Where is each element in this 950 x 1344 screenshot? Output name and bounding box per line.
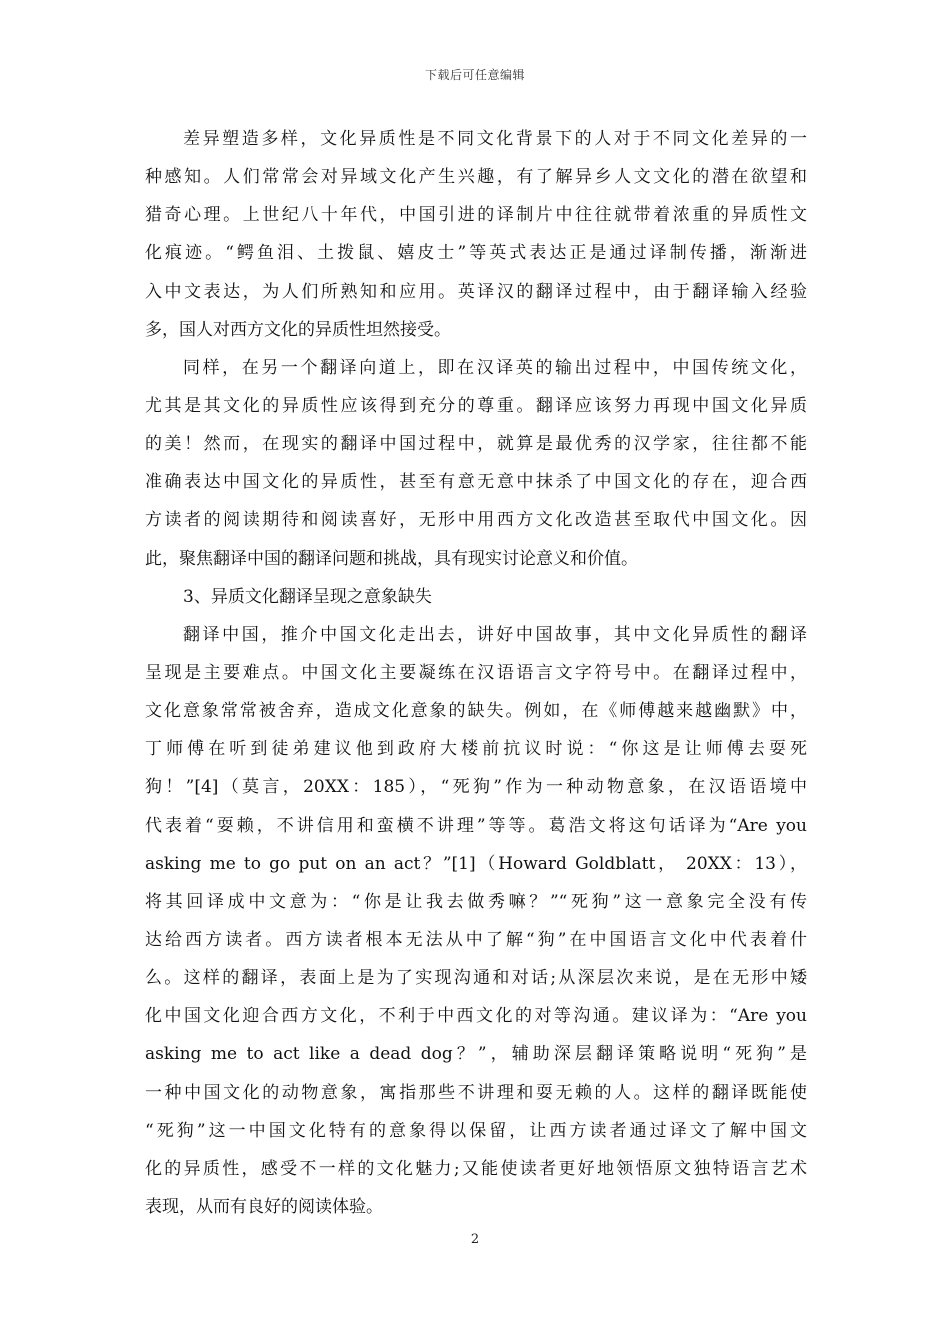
text-line: 猎奇心理。上世纪八十年代，中国引进的译制片中往往就带着浓重的异质性文 — [145, 205, 807, 226]
text-line: 一种中国文化的动物意象，寓指那些不讲理和耍无赖的人。这样的翻译既能使 — [145, 1082, 807, 1103]
text-line: 同样，在另一个翻译向道上，即在汉译英的输出过程中，中国传统文化， — [183, 357, 807, 378]
text-line: 化的异质性，感受不一样的文化魅力;又能使读者更好地领悟原文独特语言艺术 — [145, 1158, 807, 1179]
section-heading: 3、异质文化翻译呈现之意象缺失 — [183, 586, 432, 607]
text-line: 种感知。人们常常会对异域文化产生兴趣，有了解异乡人文文化的潜在欲望和 — [145, 167, 807, 188]
text-line: 此，聚焦翻译中国的翻译问题和挑战，具有现实讨论意义和价值。 — [145, 548, 638, 569]
page-number: 2 — [470, 1232, 480, 1247]
text-line: 翻译中国，推介中国文化走出去，讲好中国故事，其中文化异质性的翻译 — [183, 624, 807, 645]
text-line: 狗！”[4]（莫言，20XX：185），“死狗”作为一种动物意象，在汉语语境中 — [145, 777, 807, 798]
text-line: 么。这样的翻译，表面上是为了实现沟通和对话;从深层次来说，是在无形中矮 — [145, 968, 807, 989]
text-line: 呈现是主要难点。中国文化主要凝练在汉语语言文字符号中。在翻译过程中， — [145, 662, 807, 683]
text-line: 代表着“耍赖，不讲信用和蛮横不讲理”等等。葛浩文将这句话译为“Are you — [145, 815, 807, 836]
text-line: asking me to go put on an act？”[1]（Howard Goldblatt， 20XX：13）， — [145, 853, 807, 874]
text-line: 多，国人对西方文化的异质性坦然接受。 — [145, 319, 451, 340]
text-line: 尤其是其文化的异质性应该得到充分的尊重。翻译应该努力再现中国文化异质 — [145, 395, 807, 416]
text-line: 表现，从而有良好的阅读体验。 — [145, 1196, 383, 1217]
text-line: 方读者的阅读期待和阅读喜好，无形中用西方文化改造甚至取代中国文化。因 — [145, 510, 807, 531]
text-line: 差异塑造多样，文化异质性是不同文化背景下的人对于不同文化差异的一 — [183, 129, 807, 149]
text-line: 丁师傅在听到徒弟建议他到政府大楼前抗议时说：“你这是让师傅去耍死 — [145, 739, 807, 760]
page-header: 下载后可任意编辑 — [424, 68, 525, 82]
text-line: 文化意象常常被舍弃，造成文化意象的缺失。例如，在《师傅越来越幽默》中， — [145, 701, 807, 722]
text-line: 化中国文化迎合西方文化，不利于中西文化的对等沟通。建议译为：“Are you — [145, 1006, 807, 1027]
text-line: 达给西方读者。西方读者根本无法从中了解“狗”在中国语言文化中代表着什 — [145, 929, 807, 950]
text-line: “死狗”这一中国文化特有的意象得以保留，让西方读者通过译文了解中国文 — [145, 1120, 807, 1141]
text-line: 的美！然而，在现实的翻译中国过程中，就算是最优秀的汉学家，往往都不能 — [145, 434, 807, 455]
text-line: 化痕迹。“鳄鱼泪、土拨鼠、嬉皮士”等英式表达正是通过译制传播，渐渐进 — [145, 243, 807, 264]
document-body — [145, 120, 807, 1226]
text-line: 入中文表达，为人们所熟知和应用。英译汉的翻译过程中，由于翻译输入经验 — [145, 281, 807, 302]
text-line: 将其回译成中文意为：“你是让我去做秀嘛？”“死狗”这一意象完全没有传 — [145, 891, 807, 912]
text-line: asking me to act like a dead dog？”，辅助深层翻译策略说明“死狗”是 — [145, 1044, 807, 1065]
text-line: 准确表达中国文化的异质性，甚至有意无意中抹杀了中国文化的存在，迎合西 — [145, 472, 807, 493]
